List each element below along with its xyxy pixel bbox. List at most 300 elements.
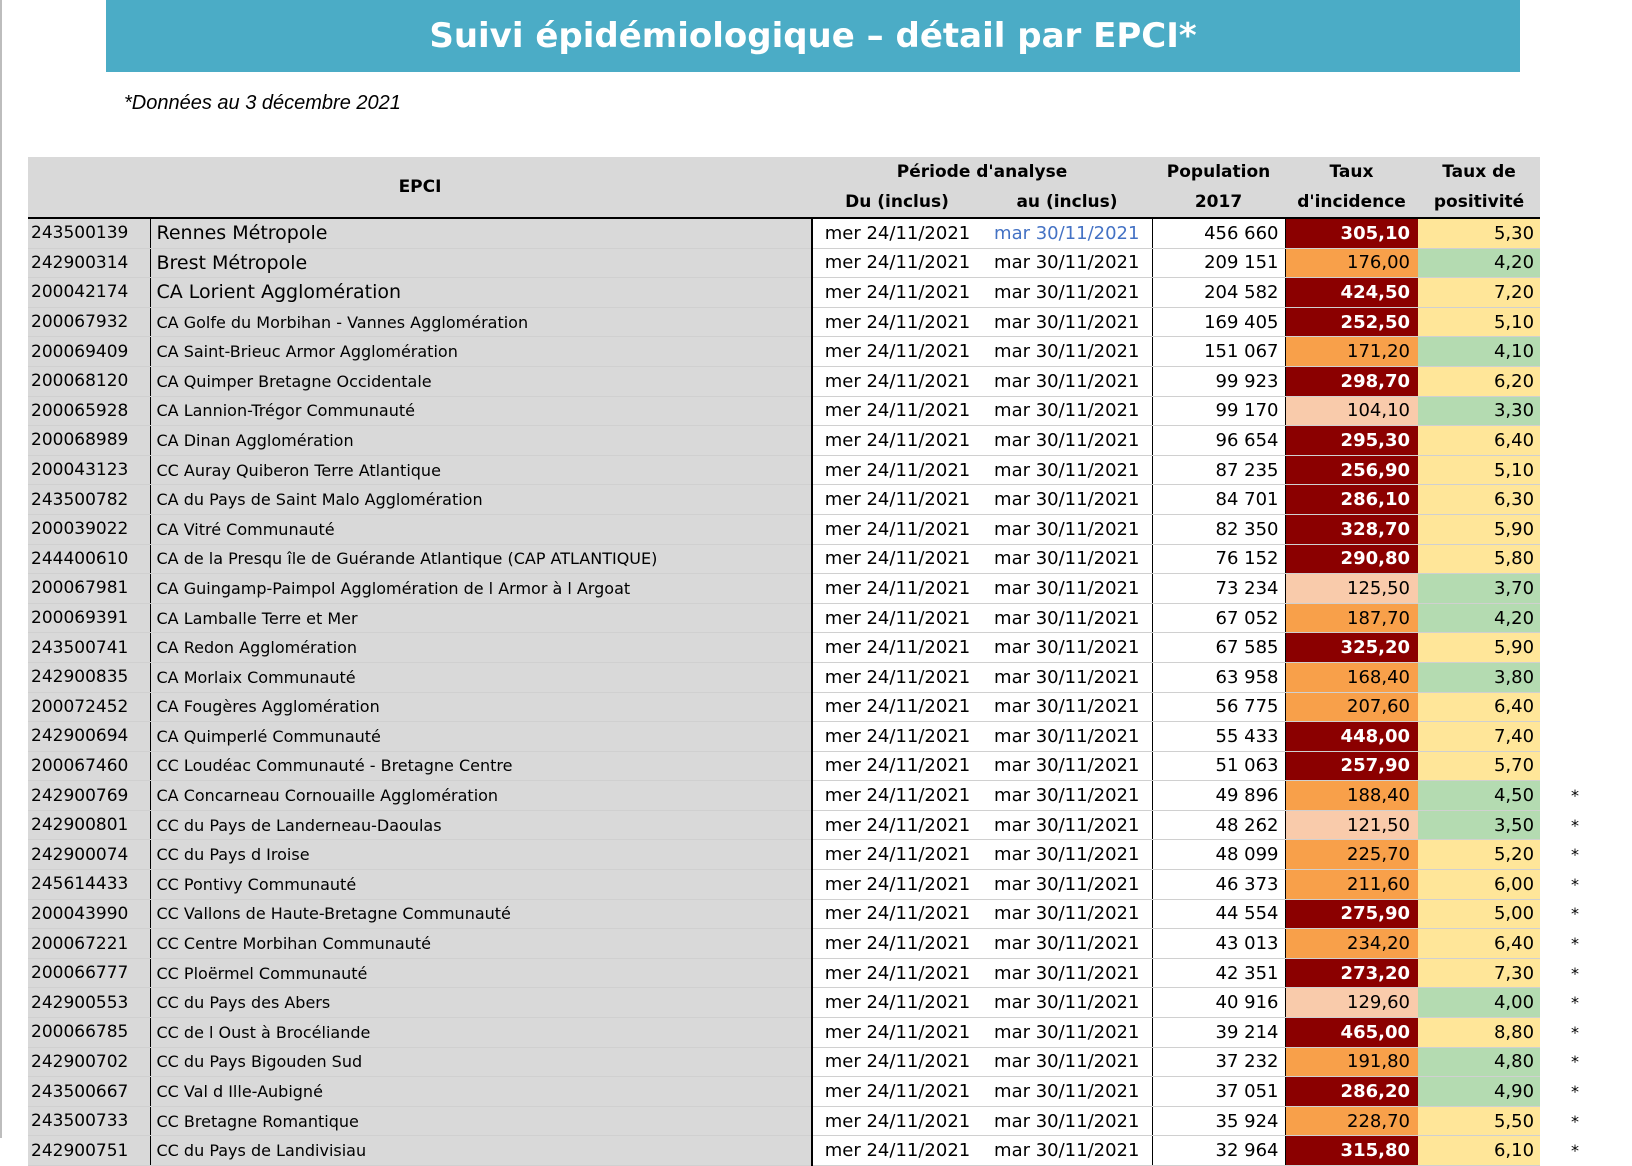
incidence-rate-cell: 187,70 bbox=[1285, 603, 1418, 633]
population-cell: 209 151 bbox=[1152, 248, 1285, 278]
table-row bbox=[28, 574, 1610, 604]
incidence-rate-cell: 290,80 bbox=[1285, 544, 1418, 574]
epci-name-cell: Brest Métropole bbox=[150, 248, 812, 278]
row-flag-marker bbox=[1540, 307, 1610, 337]
positivity-rate-cell: 5,20 bbox=[1418, 840, 1540, 870]
row-flag-marker: * bbox=[1540, 929, 1610, 959]
period-start-cell: mer 24/11/2021 bbox=[812, 366, 982, 396]
population-cell: 82 350 bbox=[1152, 514, 1285, 544]
period-start-cell: mer 24/11/2021 bbox=[812, 426, 982, 456]
epci-name-cell: CC Bretagne Romantique bbox=[150, 1106, 812, 1136]
period-end-cell: mar 30/11/2021 bbox=[982, 662, 1152, 692]
positivity-rate-cell: 3,80 bbox=[1418, 662, 1540, 692]
positivity-rate-cell: 4,50 bbox=[1418, 781, 1540, 811]
epci-code-cell: 200067981 bbox=[28, 574, 150, 604]
epci-name-cell: CA Golfe du Morbihan - Vannes Agglomération bbox=[150, 307, 812, 337]
table-row bbox=[28, 278, 1610, 308]
data-date-note: *Données au 3 décembre 2021 bbox=[124, 92, 401, 114]
period-end-cell: mar 30/11/2021 bbox=[982, 337, 1152, 367]
row-flag-marker: * bbox=[1540, 1018, 1610, 1048]
period-start-cell: mer 24/11/2021 bbox=[812, 574, 982, 604]
period-end-cell: mar 30/11/2021 bbox=[982, 307, 1152, 337]
period-start-cell: mer 24/11/2021 bbox=[812, 958, 982, 988]
table-row bbox=[28, 218, 1610, 248]
table-row bbox=[28, 603, 1610, 633]
population-cell: 48 099 bbox=[1152, 840, 1285, 870]
table-row bbox=[28, 722, 1610, 752]
epci-name-cell: CC du Pays d Iroise bbox=[150, 840, 812, 870]
period-start-cell: mer 24/11/2021 bbox=[812, 929, 982, 959]
epci-code-cell: 245614433 bbox=[28, 870, 150, 900]
period-end-cell: mar 30/11/2021 bbox=[982, 781, 1152, 811]
epci-code-cell: 200072452 bbox=[28, 692, 150, 722]
positivity-rate-cell: 6,40 bbox=[1418, 426, 1540, 456]
incidence-rate-cell: 188,40 bbox=[1285, 781, 1418, 811]
table-row bbox=[28, 337, 1610, 367]
incidence-rate-cell: 228,70 bbox=[1285, 1106, 1418, 1136]
period-end-cell: mar 30/11/2021 bbox=[982, 426, 1152, 456]
row-flag-marker bbox=[1540, 751, 1610, 781]
population-cell: 42 351 bbox=[1152, 958, 1285, 988]
epci-name-cell: CC Auray Quiberon Terre Atlantique bbox=[150, 455, 812, 485]
incidence-rate-cell: 275,90 bbox=[1285, 899, 1418, 929]
period-start-cell: mer 24/11/2021 bbox=[812, 514, 982, 544]
table-row bbox=[28, 1077, 1610, 1107]
period-start-cell: mer 24/11/2021 bbox=[812, 751, 982, 781]
period-start-cell: mer 24/11/2021 bbox=[812, 1106, 982, 1136]
row-flag-marker bbox=[1540, 692, 1610, 722]
header-periode: Période d'analyse bbox=[812, 157, 1152, 187]
period-start-cell: mer 24/11/2021 bbox=[812, 485, 982, 515]
epci-code-cell: 242900801 bbox=[28, 810, 150, 840]
row-flag-marker bbox=[1540, 278, 1610, 308]
period-end-cell: mar 30/11/2021 bbox=[982, 899, 1152, 929]
header-spacer bbox=[1540, 157, 1610, 218]
header-au: au (inclus) bbox=[982, 187, 1152, 218]
period-start-cell: mer 24/11/2021 bbox=[812, 662, 982, 692]
incidence-rate-cell: 211,60 bbox=[1285, 870, 1418, 900]
population-cell: 37 051 bbox=[1152, 1077, 1285, 1107]
epci-code-cell: 200043123 bbox=[28, 455, 150, 485]
period-start-cell: mer 24/11/2021 bbox=[812, 840, 982, 870]
positivity-rate-cell: 6,30 bbox=[1418, 485, 1540, 515]
incidence-rate-cell: 424,50 bbox=[1285, 278, 1418, 308]
positivity-rate-cell: 7,20 bbox=[1418, 278, 1540, 308]
table-row bbox=[28, 366, 1610, 396]
row-flag-marker bbox=[1540, 248, 1610, 278]
incidence-rate-cell: 234,20 bbox=[1285, 929, 1418, 959]
period-end-cell: mar 30/11/2021 bbox=[982, 544, 1152, 574]
table-row bbox=[28, 929, 1610, 959]
row-flag-marker: * bbox=[1540, 988, 1610, 1018]
table-row bbox=[28, 514, 1610, 544]
epci-code-cell: 242900694 bbox=[28, 722, 150, 752]
epci-name-cell: CC du Pays de Landerneau-Daoulas bbox=[150, 810, 812, 840]
incidence-rate-cell: 286,20 bbox=[1285, 1077, 1418, 1107]
period-end-cell: mar 30/11/2021 bbox=[982, 1047, 1152, 1077]
table-row bbox=[28, 455, 1610, 485]
epci-name-cell: CC Vallons de Haute-Bretagne Communauté bbox=[150, 899, 812, 929]
positivity-rate-cell: 3,70 bbox=[1418, 574, 1540, 604]
row-flag-marker: * bbox=[1540, 958, 1610, 988]
page-border bbox=[0, 0, 2, 1138]
table-row bbox=[28, 426, 1610, 456]
row-flag-marker: * bbox=[1540, 781, 1610, 811]
period-start-cell: mer 24/11/2021 bbox=[812, 307, 982, 337]
epci-name-cell: CA Guingamp-Paimpol Agglomération de l Armor à l Argoat bbox=[150, 574, 812, 604]
period-end-cell: mar 30/11/2021 bbox=[982, 692, 1152, 722]
period-start-cell: mer 24/11/2021 bbox=[812, 455, 982, 485]
epci-code-cell: 200067932 bbox=[28, 307, 150, 337]
incidence-rate-cell: 207,60 bbox=[1285, 692, 1418, 722]
table-row bbox=[28, 307, 1610, 337]
positivity-rate-cell: 5,90 bbox=[1418, 514, 1540, 544]
epci-table-container bbox=[28, 157, 1610, 1166]
period-end-cell: mar 30/11/2021 bbox=[982, 485, 1152, 515]
population-cell: 55 433 bbox=[1152, 722, 1285, 752]
positivity-rate-cell: 6,40 bbox=[1418, 692, 1540, 722]
incidence-rate-cell: 257,90 bbox=[1285, 751, 1418, 781]
positivity-rate-cell: 6,40 bbox=[1418, 929, 1540, 959]
population-cell: 32 964 bbox=[1152, 1136, 1285, 1166]
row-flag-marker bbox=[1540, 366, 1610, 396]
epci-name-cell: CA Quimperlé Communauté bbox=[150, 722, 812, 752]
period-start-cell: mer 24/11/2021 bbox=[812, 396, 982, 426]
row-flag-marker bbox=[1540, 574, 1610, 604]
period-end-cell: mar 30/11/2021 bbox=[982, 1106, 1152, 1136]
period-end-cell: mar 30/11/2021 bbox=[982, 810, 1152, 840]
epci-name-cell: CA Saint-Brieuc Armor Agglomération bbox=[150, 337, 812, 367]
period-end-cell: mar 30/11/2021 bbox=[982, 248, 1152, 278]
population-cell: 73 234 bbox=[1152, 574, 1285, 604]
epci-code-cell: 242900314 bbox=[28, 248, 150, 278]
header-du: Du (inclus) bbox=[812, 187, 982, 218]
period-start-cell: mer 24/11/2021 bbox=[812, 1047, 982, 1077]
epci-code-cell: 243500733 bbox=[28, 1106, 150, 1136]
header-taux-incidence: Taux bbox=[1285, 157, 1418, 187]
table-row bbox=[28, 870, 1610, 900]
incidence-rate-cell: 286,10 bbox=[1285, 485, 1418, 515]
population-cell: 56 775 bbox=[1152, 692, 1285, 722]
incidence-rate-cell: 104,10 bbox=[1285, 396, 1418, 426]
positivity-rate-cell: 4,20 bbox=[1418, 603, 1540, 633]
incidence-rate-cell: 328,70 bbox=[1285, 514, 1418, 544]
population-cell: 46 373 bbox=[1152, 870, 1285, 900]
epci-code-cell: 200067221 bbox=[28, 929, 150, 959]
epci-code-cell: 200042174 bbox=[28, 278, 150, 308]
table-header bbox=[28, 157, 1610, 218]
table-row bbox=[28, 633, 1610, 663]
table-row bbox=[28, 899, 1610, 929]
positivity-rate-cell: 3,30 bbox=[1418, 396, 1540, 426]
period-start-cell: mer 24/11/2021 bbox=[812, 870, 982, 900]
positivity-rate-cell: 7,40 bbox=[1418, 722, 1540, 752]
table-row bbox=[28, 1018, 1610, 1048]
positivity-rate-cell: 4,20 bbox=[1418, 248, 1540, 278]
epci-code-cell: 244400610 bbox=[28, 544, 150, 574]
epci-name-cell: CA Vitré Communauté bbox=[150, 514, 812, 544]
epci-name-cell: CC Centre Morbihan Communauté bbox=[150, 929, 812, 959]
population-cell: 49 896 bbox=[1152, 781, 1285, 811]
row-flag-marker bbox=[1540, 633, 1610, 663]
period-start-cell: mer 24/11/2021 bbox=[812, 781, 982, 811]
incidence-rate-cell: 191,80 bbox=[1285, 1047, 1418, 1077]
epci-table bbox=[28, 157, 1610, 1166]
positivity-rate-cell: 8,80 bbox=[1418, 1018, 1540, 1048]
period-start-cell: mer 24/11/2021 bbox=[812, 722, 982, 752]
epci-code-cell: 200069409 bbox=[28, 337, 150, 367]
row-flag-marker bbox=[1540, 455, 1610, 485]
period-start-cell: mer 24/11/2021 bbox=[812, 1018, 982, 1048]
epci-name-cell: CA Concarneau Cornouaille Agglomération bbox=[150, 781, 812, 811]
incidence-rate-cell: 171,20 bbox=[1285, 337, 1418, 367]
table-body bbox=[28, 218, 1610, 1166]
epci-code-cell: 200067460 bbox=[28, 751, 150, 781]
period-start-cell: mer 24/11/2021 bbox=[812, 218, 982, 248]
incidence-rate-cell: 315,80 bbox=[1285, 1136, 1418, 1166]
row-flag-marker bbox=[1540, 396, 1610, 426]
period-end-cell: mar 30/11/2021 bbox=[982, 958, 1152, 988]
period-end-cell: mar 30/11/2021 bbox=[982, 278, 1152, 308]
epci-name-cell: CA Fougères Agglomération bbox=[150, 692, 812, 722]
epci-code-cell: 242900074 bbox=[28, 840, 150, 870]
period-start-cell: mer 24/11/2021 bbox=[812, 337, 982, 367]
epci-name-cell: CA Morlaix Communauté bbox=[150, 662, 812, 692]
epci-name-cell: CC Pontivy Communauté bbox=[150, 870, 812, 900]
period-end-cell: mar 30/11/2021 bbox=[982, 840, 1152, 870]
population-cell: 87 235 bbox=[1152, 455, 1285, 485]
positivity-rate-cell: 4,00 bbox=[1418, 988, 1540, 1018]
period-start-cell: mer 24/11/2021 bbox=[812, 810, 982, 840]
population-cell: 456 660 bbox=[1152, 218, 1285, 248]
incidence-rate-cell: 252,50 bbox=[1285, 307, 1418, 337]
table-row bbox=[28, 1136, 1610, 1166]
period-start-cell: mer 24/11/2021 bbox=[812, 692, 982, 722]
incidence-rate-cell: 325,20 bbox=[1285, 633, 1418, 663]
period-start-cell: mer 24/11/2021 bbox=[812, 544, 982, 574]
table-row bbox=[28, 248, 1610, 278]
row-flag-marker: * bbox=[1540, 899, 1610, 929]
table-row bbox=[28, 988, 1610, 1018]
epci-name-cell: Rennes Métropole bbox=[150, 218, 812, 248]
epci-name-cell: CC Ploërmel Communauté bbox=[150, 958, 812, 988]
row-flag-marker bbox=[1540, 514, 1610, 544]
population-cell: 204 582 bbox=[1152, 278, 1285, 308]
population-cell: 51 063 bbox=[1152, 751, 1285, 781]
positivity-rate-cell: 5,10 bbox=[1418, 307, 1540, 337]
row-flag-marker: * bbox=[1540, 1047, 1610, 1077]
period-end-cell: mar 30/11/2021 bbox=[982, 722, 1152, 752]
period-end-cell: mar 30/11/2021 bbox=[982, 870, 1152, 900]
population-cell: 48 262 bbox=[1152, 810, 1285, 840]
population-cell: 40 916 bbox=[1152, 988, 1285, 1018]
epci-code-cell: 243500667 bbox=[28, 1077, 150, 1107]
positivity-rate-cell: 6,20 bbox=[1418, 366, 1540, 396]
epci-name-cell: CA Dinan Agglomération bbox=[150, 426, 812, 456]
positivity-rate-cell: 5,70 bbox=[1418, 751, 1540, 781]
population-cell: 37 232 bbox=[1152, 1047, 1285, 1077]
population-cell: 169 405 bbox=[1152, 307, 1285, 337]
positivity-rate-cell: 4,80 bbox=[1418, 1047, 1540, 1077]
epci-name-cell: CA de la Presqu île de Guérande Atlantique (CAP ATLANTIQUE) bbox=[150, 544, 812, 574]
positivity-rate-cell: 5,80 bbox=[1418, 544, 1540, 574]
positivity-rate-cell: 3,50 bbox=[1418, 810, 1540, 840]
incidence-rate-cell: 256,90 bbox=[1285, 455, 1418, 485]
epci-code-cell: 243500741 bbox=[28, 633, 150, 663]
table-row bbox=[28, 781, 1610, 811]
epci-code-cell: 200065928 bbox=[28, 396, 150, 426]
epci-code-cell: 200068989 bbox=[28, 426, 150, 456]
epci-name-cell: CA Lorient Agglomération bbox=[150, 278, 812, 308]
period-end-cell: mar 30/11/2021 bbox=[982, 1136, 1152, 1166]
row-flag-marker bbox=[1540, 662, 1610, 692]
epci-name-cell: CA Quimper Bretagne Occidentale bbox=[150, 366, 812, 396]
population-cell: 63 958 bbox=[1152, 662, 1285, 692]
row-flag-marker: * bbox=[1540, 1077, 1610, 1107]
epci-code-cell: 242900702 bbox=[28, 1047, 150, 1077]
positivity-rate-cell: 5,30 bbox=[1418, 218, 1540, 248]
table-row bbox=[28, 692, 1610, 722]
population-cell: 96 654 bbox=[1152, 426, 1285, 456]
row-flag-marker: * bbox=[1540, 810, 1610, 840]
row-flag-marker bbox=[1540, 485, 1610, 515]
population-cell: 39 214 bbox=[1152, 1018, 1285, 1048]
period-end-cell: mar 30/11/2021 bbox=[982, 366, 1152, 396]
epci-code-cell: 200043990 bbox=[28, 899, 150, 929]
epci-code-cell: 242900835 bbox=[28, 662, 150, 692]
epci-code-cell: 242900553 bbox=[28, 988, 150, 1018]
header-taux-positivite: Taux de bbox=[1418, 157, 1540, 187]
incidence-rate-cell: 225,70 bbox=[1285, 840, 1418, 870]
period-end-cell: mar 30/11/2021 bbox=[982, 1077, 1152, 1107]
incidence-rate-cell: 298,70 bbox=[1285, 366, 1418, 396]
positivity-rate-cell: 4,90 bbox=[1418, 1077, 1540, 1107]
epci-name-cell: CA Redon Agglomération bbox=[150, 633, 812, 663]
period-start-cell: mer 24/11/2021 bbox=[812, 603, 982, 633]
period-end-cell: mar 30/11/2021 bbox=[982, 603, 1152, 633]
incidence-rate-cell: 305,10 bbox=[1285, 218, 1418, 248]
incidence-rate-cell: 176,00 bbox=[1285, 248, 1418, 278]
row-flag-marker bbox=[1540, 218, 1610, 248]
period-end-cell: mar 30/11/2021 bbox=[982, 574, 1152, 604]
epci-code-cell: 243500139 bbox=[28, 218, 150, 248]
period-start-cell: mer 24/11/2021 bbox=[812, 1077, 982, 1107]
table-row bbox=[28, 810, 1610, 840]
row-flag-marker bbox=[1540, 544, 1610, 574]
population-cell: 84 701 bbox=[1152, 485, 1285, 515]
incidence-rate-cell: 465,00 bbox=[1285, 1018, 1418, 1048]
epci-name-cell: CA Lamballe Terre et Mer bbox=[150, 603, 812, 633]
epci-name-cell: CC du Pays Bigouden Sud bbox=[150, 1047, 812, 1077]
header-incidence-sub: d'incidence bbox=[1285, 187, 1418, 218]
positivity-rate-cell: 5,00 bbox=[1418, 899, 1540, 929]
epci-code-cell: 242900769 bbox=[28, 781, 150, 811]
table-row bbox=[28, 751, 1610, 781]
epci-code-cell: 200069391 bbox=[28, 603, 150, 633]
population-cell: 44 554 bbox=[1152, 899, 1285, 929]
period-end-cell: mar 30/11/2021 bbox=[982, 1018, 1152, 1048]
table-row bbox=[28, 1047, 1610, 1077]
incidence-rate-cell: 448,00 bbox=[1285, 722, 1418, 752]
population-cell: 76 152 bbox=[1152, 544, 1285, 574]
row-flag-marker: * bbox=[1540, 870, 1610, 900]
header-positivite-sub: positivité bbox=[1418, 187, 1540, 218]
epci-name-cell: CC du Pays de Landivisiau bbox=[150, 1136, 812, 1166]
epci-code-cell: 243500782 bbox=[28, 485, 150, 515]
table-row bbox=[28, 485, 1610, 515]
positivity-rate-cell: 7,30 bbox=[1418, 958, 1540, 988]
population-cell: 35 924 bbox=[1152, 1106, 1285, 1136]
period-start-cell: mer 24/11/2021 bbox=[812, 1136, 982, 1166]
period-end-cell: mar 30/11/2021 bbox=[982, 751, 1152, 781]
positivity-rate-cell: 4,10 bbox=[1418, 337, 1540, 367]
table-row bbox=[28, 840, 1610, 870]
table-row bbox=[28, 396, 1610, 426]
population-cell: 67 052 bbox=[1152, 603, 1285, 633]
period-end-cell: mar 30/11/2021 bbox=[982, 455, 1152, 485]
epci-code-cell: 200066777 bbox=[28, 958, 150, 988]
period-start-cell: mer 24/11/2021 bbox=[812, 633, 982, 663]
positivity-rate-cell: 6,10 bbox=[1418, 1136, 1540, 1166]
incidence-rate-cell: 168,40 bbox=[1285, 662, 1418, 692]
positivity-rate-cell: 5,90 bbox=[1418, 633, 1540, 663]
period-end-cell: mar 30/11/2021 bbox=[982, 633, 1152, 663]
epci-code-cell: 242900751 bbox=[28, 1136, 150, 1166]
period-start-cell: mer 24/11/2021 bbox=[812, 988, 982, 1018]
row-flag-marker bbox=[1540, 722, 1610, 752]
period-end-cell: mar 30/11/2021 bbox=[982, 396, 1152, 426]
population-cell: 99 923 bbox=[1152, 366, 1285, 396]
period-end-cell: mar 30/11/2021 bbox=[982, 929, 1152, 959]
table-row bbox=[28, 958, 1610, 988]
epci-name-cell: CC Val d Ille-Aubigné bbox=[150, 1077, 812, 1107]
table-row bbox=[28, 544, 1610, 574]
epci-code-cell: 200066785 bbox=[28, 1018, 150, 1048]
epci-name-cell: CA Lannion-Trégor Communauté bbox=[150, 396, 812, 426]
epci-name-cell: CC Loudéac Communauté - Bretagne Centre bbox=[150, 751, 812, 781]
header-population: Population bbox=[1152, 157, 1285, 187]
period-start-cell: mer 24/11/2021 bbox=[812, 278, 982, 308]
epci-code-cell: 200039022 bbox=[28, 514, 150, 544]
header-epci: EPCI bbox=[28, 157, 812, 218]
period-end-cell: mar 30/11/2021 bbox=[982, 514, 1152, 544]
population-cell: 151 067 bbox=[1152, 337, 1285, 367]
header-population-year: 2017 bbox=[1152, 187, 1285, 218]
epci-name-cell: CC du Pays des Abers bbox=[150, 988, 812, 1018]
incidence-rate-cell: 295,30 bbox=[1285, 426, 1418, 456]
epci-name-cell: CC de l Oust à Brocéliande bbox=[150, 1018, 812, 1048]
row-flag-marker bbox=[1540, 426, 1610, 456]
period-start-cell: mer 24/11/2021 bbox=[812, 248, 982, 278]
population-cell: 43 013 bbox=[1152, 929, 1285, 959]
epci-name-cell: CA du Pays de Saint Malo Agglomération bbox=[150, 485, 812, 515]
positivity-rate-cell: 5,10 bbox=[1418, 455, 1540, 485]
incidence-rate-cell: 125,50 bbox=[1285, 574, 1418, 604]
page-title: Suivi épidémiologique – détail par EPCI* bbox=[106, 0, 1520, 72]
incidence-rate-cell: 273,20 bbox=[1285, 958, 1418, 988]
row-flag-marker bbox=[1540, 337, 1610, 367]
period-start-cell: mer 24/11/2021 bbox=[812, 899, 982, 929]
epci-code-cell: 200068120 bbox=[28, 366, 150, 396]
row-flag-marker bbox=[1540, 603, 1610, 633]
population-cell: 67 585 bbox=[1152, 633, 1285, 663]
period-end-cell: mar 30/11/2021 bbox=[982, 218, 1152, 248]
positivity-rate-cell: 5,50 bbox=[1418, 1106, 1540, 1136]
table-row bbox=[28, 1106, 1610, 1136]
row-flag-marker: * bbox=[1540, 1136, 1610, 1166]
population-cell: 99 170 bbox=[1152, 396, 1285, 426]
incidence-rate-cell: 121,50 bbox=[1285, 810, 1418, 840]
